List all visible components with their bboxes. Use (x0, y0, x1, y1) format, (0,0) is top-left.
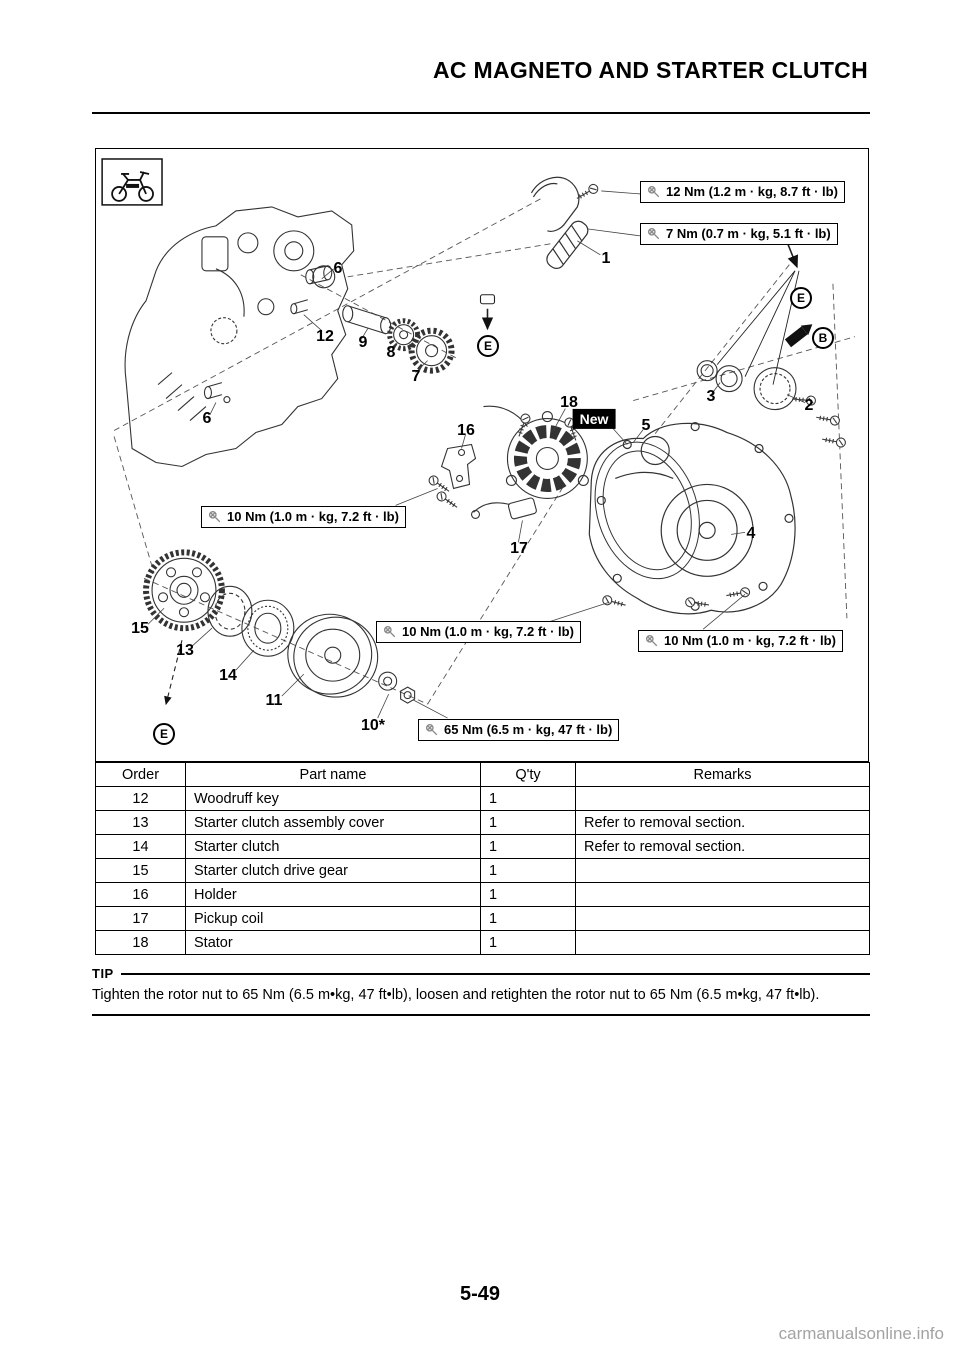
gasket-drawing (578, 429, 716, 593)
torque-bolt-icon (647, 185, 661, 199)
callout-16: 16 (457, 422, 475, 439)
callout-10: 10* (360, 717, 386, 734)
cell-part: Pickup coil (186, 907, 481, 931)
torque-bolt-icon (208, 510, 222, 524)
torque-bolt-icon (383, 625, 397, 639)
tip-bottom-divider (92, 1014, 870, 1016)
cell-remarks (576, 859, 870, 883)
cell-part: Starter clutch (186, 835, 481, 859)
cell-qty: 1 (481, 883, 576, 907)
callout-6a: 6 (333, 260, 343, 277)
cell-order: 18 (96, 931, 186, 955)
tip-divider (121, 973, 870, 975)
callout-7: 7 (411, 368, 421, 385)
callout-9: 9 (358, 334, 368, 351)
cell-remarks (576, 931, 870, 955)
new-part-label: New (573, 409, 616, 429)
cell-part: Woodruff key (186, 787, 481, 811)
torque-spec-label: 12 Nm (1.2 m · kg, 8.7 ft · lb) (666, 184, 838, 199)
holder-drawing (427, 445, 475, 511)
callout-18: 18 (560, 394, 578, 411)
exploded-diagram (95, 148, 869, 762)
col-header-remarks: Remarks (576, 763, 870, 787)
table-row (96, 883, 870, 907)
lubricant-marker-E-top: E (790, 287, 812, 309)
torque-spec-box (376, 621, 581, 643)
cell-qty: 1 (481, 859, 576, 883)
torque-spec-label: 10 Nm (1.0 m · kg, 7.2 ft · lb) (227, 509, 399, 524)
crankcase-cover-drawing (589, 423, 795, 614)
callout-8: 8 (386, 344, 396, 361)
cell-order: 12 (96, 787, 186, 811)
cell-order: 17 (96, 907, 186, 931)
cell-order: 15 (96, 859, 186, 883)
cell-qty: 1 (481, 931, 576, 955)
torque-spec-label: 65 Nm (6.5 m · kg, 47 ft · lb) (444, 722, 613, 737)
callout-11: 11 (265, 692, 283, 709)
callout-2: 2 (804, 397, 814, 414)
cell-order: 13 (96, 811, 186, 835)
tip-label: TIP (92, 966, 114, 981)
torque-bolt-icon (647, 227, 661, 241)
torque-bolt-icon (645, 634, 659, 648)
cell-part: Starter clutch assembly cover (186, 811, 481, 835)
table-row (96, 931, 870, 955)
table-row (96, 811, 870, 835)
col-header-order: Order (96, 763, 186, 787)
cell-order: 14 (96, 835, 186, 859)
table-row (96, 907, 870, 931)
cell-part: Holder (186, 883, 481, 907)
torque-bolt-icon (425, 723, 439, 737)
torque-spec-box (638, 630, 843, 652)
cell-part: Stator (186, 931, 481, 955)
torque-spec-box (640, 181, 845, 203)
cell-remarks: Refer to removal section. (576, 811, 870, 835)
callout-5: 5 (641, 417, 651, 434)
table-row (96, 859, 870, 883)
cell-qty: 1 (481, 787, 576, 811)
callout-13: 13 (176, 642, 194, 659)
lubricant-marker-E-center: E (477, 335, 499, 357)
grease-tube-icon (784, 320, 816, 348)
tip-section (92, 966, 870, 1016)
callout-3: 3 (706, 388, 716, 405)
callout-6b: 6 (202, 410, 212, 427)
oil-pointer-arrow (481, 295, 495, 329)
col-header-qty: Q'ty (481, 763, 576, 787)
page-title: AC MAGNETO AND STARTER CLUTCH (432, 57, 868, 83)
tip-text: Tighten the rotor nut to 65 Nm (6.5 m•kg, 47 ft•lb), loosen and retighten the rotor nut to 65 Nm (6.5 m•kg, 47 ft•lb). (92, 987, 820, 1003)
callout-1: 1 (601, 250, 611, 267)
torque-spec-box (418, 719, 619, 741)
table-header-row (96, 763, 870, 787)
callout-14: 14 (219, 667, 237, 684)
lubricant-marker-B: B (812, 327, 834, 349)
kick-lever-drawing (531, 177, 599, 271)
cell-qty: 1 (481, 907, 576, 931)
cell-qty: 1 (481, 811, 576, 835)
torque-spec-box (201, 506, 406, 528)
col-header-part: Part name (186, 763, 481, 787)
torque-spec-box (640, 223, 838, 245)
table-row (96, 787, 870, 811)
torque-spec-label: 7 Nm (0.7 m · kg, 5.1 ft · lb) (666, 226, 831, 241)
pickup-coil-drawing (472, 497, 538, 519)
torque-spec-label: 10 Nm (1.0 m · kg, 7.2 ft · lb) (664, 633, 836, 648)
cell-part: Starter clutch drive gear (186, 859, 481, 883)
table-row (96, 835, 870, 859)
cell-remarks (576, 787, 870, 811)
motorcycle-icon (102, 159, 162, 205)
callout-17: 17 (510, 540, 528, 557)
cell-order: 16 (96, 883, 186, 907)
header-divider (92, 112, 870, 114)
callout-15: 15 (131, 620, 149, 637)
callout-4: 4 (746, 525, 756, 542)
callout-12: 12 (316, 328, 334, 345)
watermark: carmanualsonline.info (778, 1324, 944, 1343)
lubricant-pointer-lines (717, 237, 799, 385)
parts-table (95, 762, 870, 955)
cell-remarks: Refer to removal section. (576, 835, 870, 859)
cell-remarks (576, 883, 870, 907)
seal-and-plug-drawing (697, 361, 846, 448)
page-number: 5-49 (459, 1283, 501, 1305)
torque-spec-label: 10 Nm (1.0 m · kg, 7.2 ft · lb) (402, 624, 574, 639)
cell-remarks (576, 907, 870, 931)
lubricant-marker-E-bottom: E (153, 723, 175, 745)
cell-qty: 1 (481, 835, 576, 859)
